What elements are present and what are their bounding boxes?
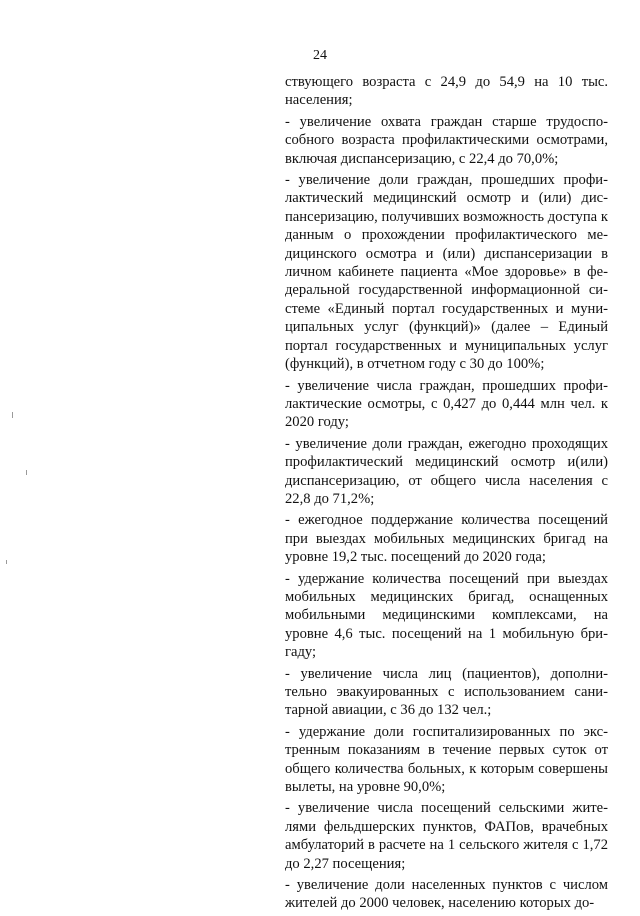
paragraph: - ежегодное поддержание количества посещений при выездах мобильных медицинских бригад на уровне 19,2 тыс. посещений до 2020 года; xyxy=(285,512,608,566)
paragraph: - удержание количества посещений при выездах мобильных медицинских бригад, оснащенных мобильными медицинскими комплексами, на уровне 4,6 тыс. посещений на 1 мобильную бригаду; xyxy=(285,570,608,661)
document-body xyxy=(285,73,608,916)
paragraph: - увеличение числа граждан, прошедших профилактические осмотры, с 0,427 до 0,444 млн чел. к 2020 году; xyxy=(285,377,608,431)
paragraph: - увеличение доли граждан, прошедших профилактический медицинский осмотр и (или) диспансеризацию, получивших возможность доступа к данным о прохождении профилактического медицинского осмотра и (или) диспансеризации в личном кабинете пациента «Мое здоровье» в федеральной государственной информационной системе «Единый портал государственных и муниципальных услуг (функций)» (далее – Единый портал государственных и муниципальных услуг (функций), в отчетном году с 30 до 100%; xyxy=(285,172,608,373)
paragraph: - увеличение числа лиц (пациентов), дополнительно эвакуированных с использованием санитарной авиации, с 36 до 132 чел.; xyxy=(285,665,608,719)
page-number: 24 xyxy=(313,48,327,63)
paragraph: - увеличение охвата граждан старше трудоспособного возраста профилактическими осмотрами, включая диспансеризацию, с 22,4 до 70,0%; xyxy=(285,113,608,167)
scan-mark xyxy=(12,412,13,418)
scan-mark xyxy=(26,470,27,475)
scan-mark xyxy=(6,560,7,564)
paragraph: ствующего возраста с 24,9 до 54,9 на 10 тыс. населения; xyxy=(285,74,608,109)
paragraph: - увеличение доли граждан, ежегодно проходящих профилактический медицинский осмотр и(или) диспансеризацию, от общего числа населения с 22,8 до 71,2%; xyxy=(285,435,608,507)
paragraph: - удержание доли госпитализированных по экстренным показаниям в течение первых суток от общего количества больных, к которым совершены вылеты, на уровне 90,0%; xyxy=(285,723,608,796)
paragraph: - увеличение доли населенных пунктов с числом жителей до 2000 человек, населению которых до- xyxy=(285,877,608,912)
paragraph: - увеличение числа посещений сельскими жителями фельдшерских пунктов, ФАПов, врачебных амбулаторий в расчете на 1 сельского жителя с 1,72 до 2,27 посещения; xyxy=(285,800,608,872)
